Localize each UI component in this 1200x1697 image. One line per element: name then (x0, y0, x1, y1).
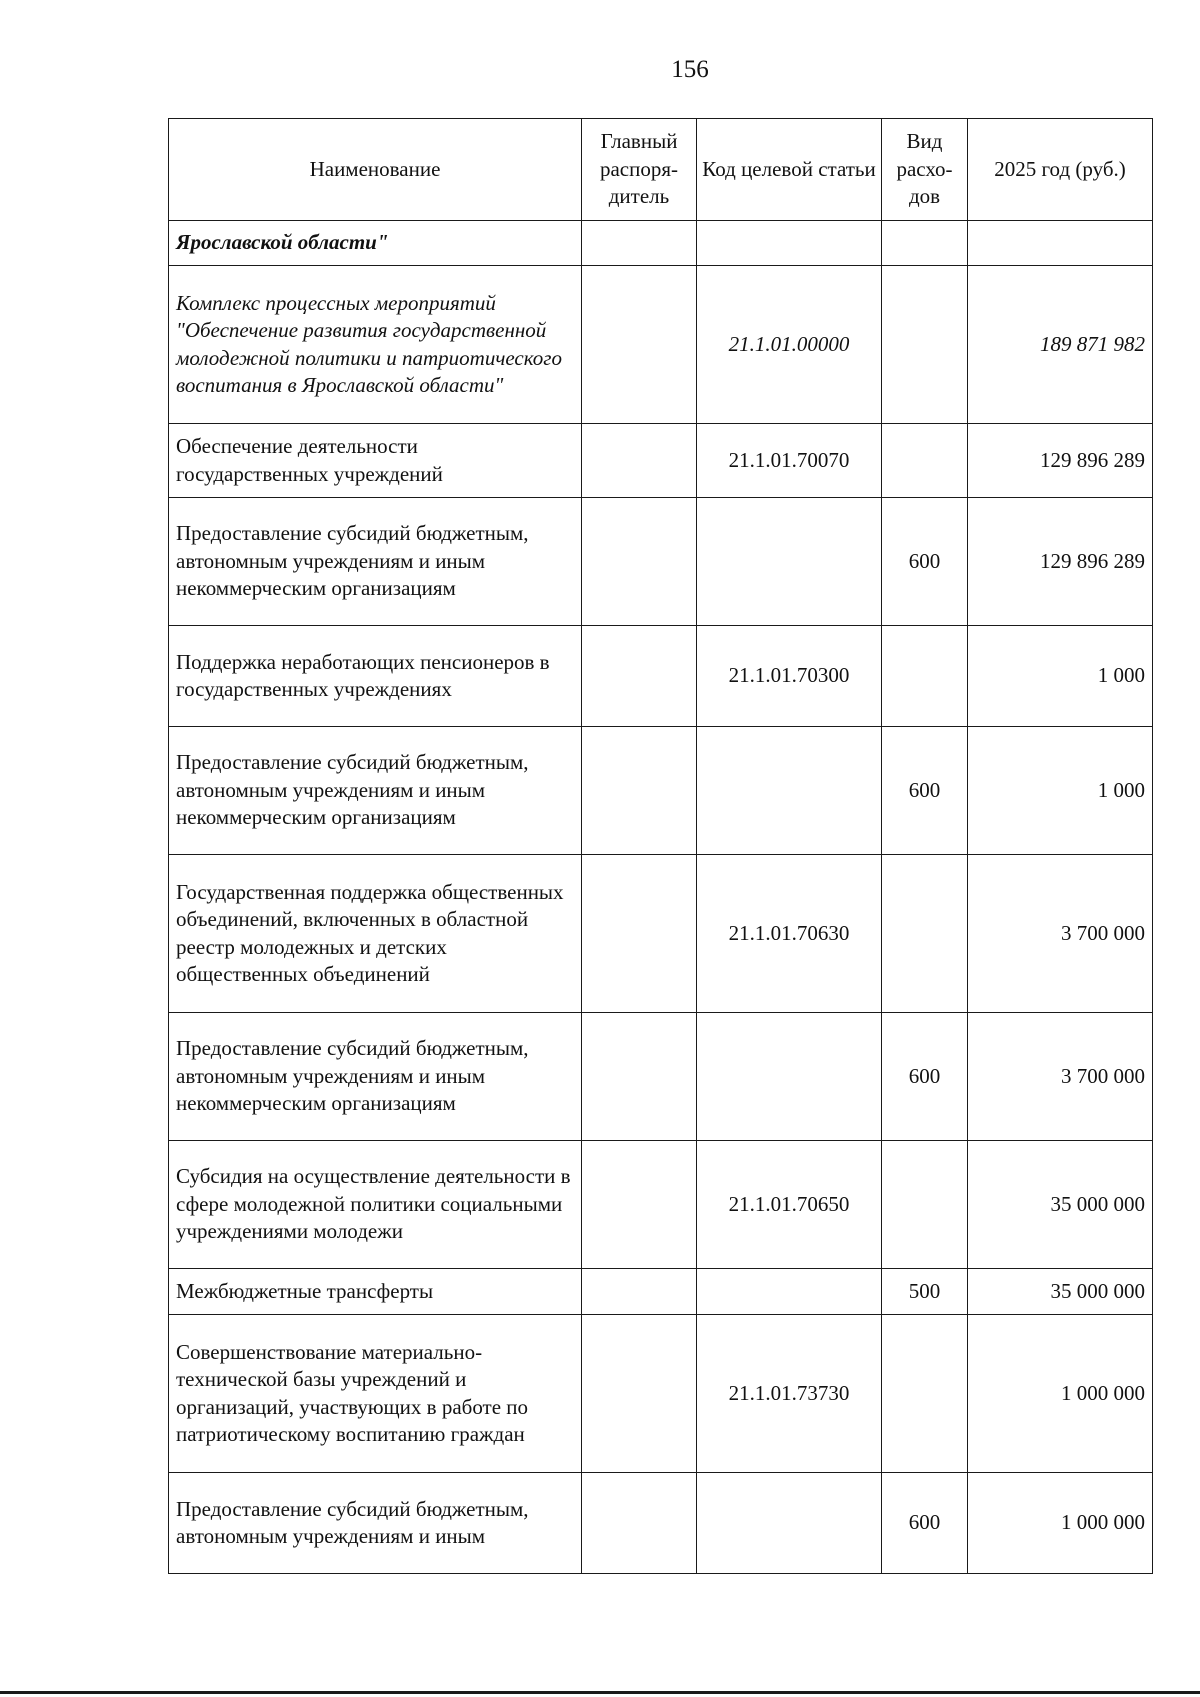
cell-main-manager (582, 1315, 697, 1473)
table-row (169, 626, 1153, 727)
cell-main-manager (582, 626, 697, 727)
cell-expense-type (882, 855, 968, 1013)
cell-target-code (697, 1269, 882, 1315)
table-row (169, 498, 1153, 626)
cell-expense-type (882, 221, 968, 266)
cell-expense-type: 600 (882, 498, 968, 626)
cell-amount: 1 000 (968, 626, 1153, 727)
header-target-code: Код целевой статьи (697, 119, 882, 221)
cell-expense-type (882, 1315, 968, 1473)
cell-amount: 189 871 982 (968, 266, 1153, 424)
cell-target-code (697, 221, 882, 266)
cell-main-manager (582, 424, 697, 498)
cell-target-code (697, 1473, 882, 1574)
cell-target-code: 21.1.01.70070 (697, 424, 882, 498)
cell-amount: 1 000 000 (968, 1315, 1153, 1473)
cell-target-code: 21.1.01.70630 (697, 855, 882, 1013)
table-row (169, 1315, 1153, 1473)
cell-main-manager (582, 266, 697, 424)
table-row (169, 221, 1153, 266)
cell-target-code: 21.1.01.73730 (697, 1315, 882, 1473)
cell-expense-type: 500 (882, 1269, 968, 1315)
cell-name: Предоставление субсидий бюджетным, автономным учреждениям и иным некоммерческим организациям (169, 498, 582, 626)
cell-main-manager (582, 855, 697, 1013)
cell-expense-type (882, 1141, 968, 1269)
cell-expense-type (882, 266, 968, 424)
page-number: 156 (671, 56, 709, 83)
budget-table (168, 118, 1153, 1574)
cell-name: Совершенствование материально-технической базы учреждений и организаций, участвующих в работе по патриотическому воспитанию граждан (169, 1315, 582, 1473)
cell-target-code (697, 498, 882, 626)
cell-main-manager (582, 498, 697, 626)
table-body (169, 221, 1153, 1574)
cell-amount: 3 700 000 (968, 1013, 1153, 1141)
cell-name: Предоставление субсидий бюджетным, автономным учреждениям и иным некоммерческим организациям (169, 1013, 582, 1141)
cell-name: Комплекс процессных мероприятий "Обеспечение развития государственной молодежной политики и патриотического воспитания в Ярославской области" (169, 266, 582, 424)
table-header-row (169, 119, 1153, 221)
cell-name: Предоставление субсидий бюджетным, автономным учреждениям и иным (169, 1473, 582, 1574)
header-name: Наименование (169, 119, 582, 221)
table-row (169, 424, 1153, 498)
cell-main-manager (582, 727, 697, 855)
cell-expense-type (882, 424, 968, 498)
page-bottom-rule (0, 1691, 1200, 1694)
cell-amount: 129 896 289 (968, 498, 1153, 626)
cell-main-manager (582, 1013, 697, 1141)
cell-amount: 35 000 000 (968, 1269, 1153, 1315)
cell-name: Предоставление субсидий бюджетным, автономным учреждениям и иным некоммерческим организациям (169, 727, 582, 855)
cell-amount: 1 000 (968, 727, 1153, 855)
cell-expense-type: 600 (882, 1473, 968, 1574)
table-row (169, 1269, 1153, 1315)
cell-main-manager (582, 1473, 697, 1574)
cell-amount: 35 000 000 (968, 1141, 1153, 1269)
cell-amount: 129 896 289 (968, 424, 1153, 498)
cell-name: Субсидия на осуществление деятельности в сфере молодежной политики социальными учреждениями молодежи (169, 1141, 582, 1269)
cell-amount (968, 221, 1153, 266)
table-row (169, 1473, 1153, 1574)
cell-target-code: 21.1.01.70300 (697, 626, 882, 727)
cell-expense-type: 600 (882, 1013, 968, 1141)
table-row (169, 266, 1153, 424)
table-row (169, 855, 1153, 1013)
cell-target-code (697, 727, 882, 855)
cell-name: Межбюджетные трансферты (169, 1269, 582, 1315)
table-row (169, 1141, 1153, 1269)
cell-name: Обеспечение деятельности государственных учреждений (169, 424, 582, 498)
cell-target-code: 21.1.01.00000 (697, 266, 882, 424)
cell-target-code: 21.1.01.70650 (697, 1141, 882, 1269)
cell-amount: 1 000 000 (968, 1473, 1153, 1574)
cell-expense-type (882, 626, 968, 727)
cell-main-manager (582, 221, 697, 266)
header-amount: 2025 год (руб.) (968, 119, 1153, 221)
cell-expense-type: 600 (882, 727, 968, 855)
table-row (169, 1013, 1153, 1141)
cell-name: Поддержка неработающих пенсионеров в государственных учреждениях (169, 626, 582, 727)
header-expense-type: Вид расхо-дов (882, 119, 968, 221)
header-main-manager: Главный распоря-дитель (582, 119, 697, 221)
cell-main-manager (582, 1141, 697, 1269)
cell-name: Ярославской области" (169, 221, 582, 266)
table-row (169, 727, 1153, 855)
cell-main-manager (582, 1269, 697, 1315)
cell-target-code (697, 1013, 882, 1141)
cell-amount: 3 700 000 (968, 855, 1153, 1013)
cell-name: Государственная поддержка общественных объединений, включенных в областной реестр молодежных и детских общественных объединений (169, 855, 582, 1013)
